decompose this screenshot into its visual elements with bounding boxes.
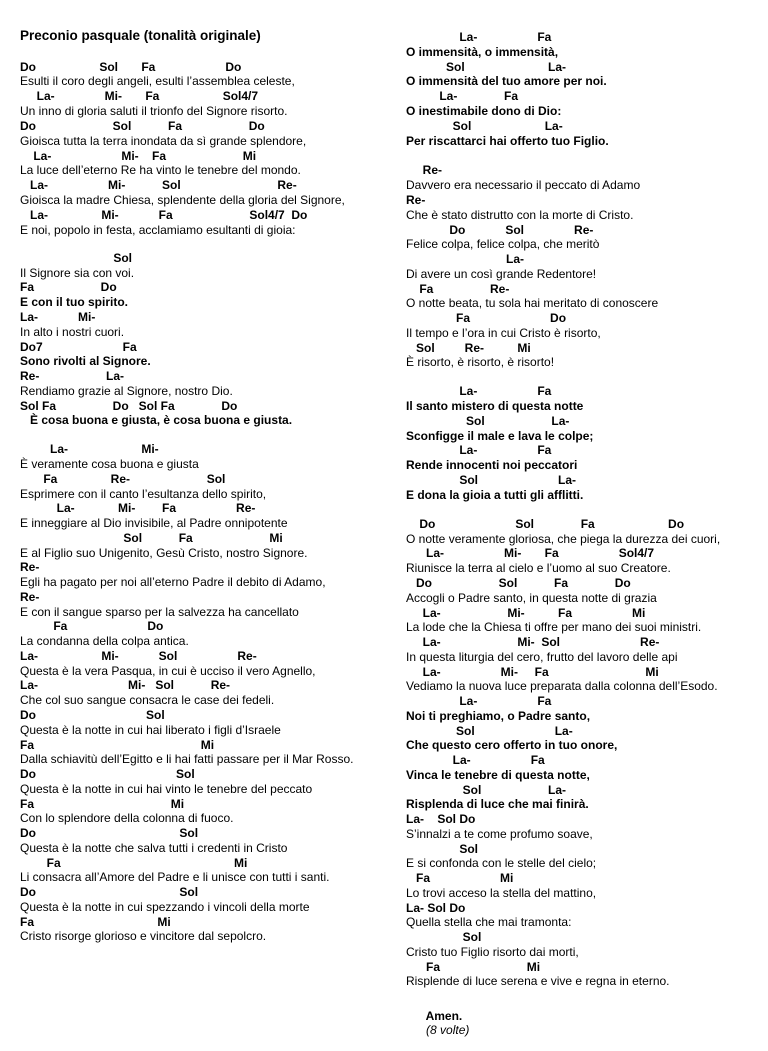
chord-line: Sol Re- Mi [406,341,531,355]
chord-line: La- Mi- Fa Re- [20,501,256,515]
lyric-line: Cristo tuo Figlio risorto dai morti, [406,945,579,959]
lyric-line: Rende innocenti noi peccatori [406,458,578,472]
chord-line: Do Sol Fa Do [20,60,242,74]
lyric-line: La luce dell’eterno Re ha vinto le tenebre del mondo. [20,163,301,177]
lyric-line: Sono rivolti al Signore. [20,354,151,368]
lyric-line: Il santo mistero di questa notte [406,399,584,413]
lyric-line: Sconfigge il male e lava le colpe; [406,429,594,443]
chord-line: La- Mi- Sol Re- [20,649,257,663]
chord-line: Fa Mi [20,738,215,752]
chord-line: La- Mi- [20,310,96,324]
lyric-line: Con lo splendore della colonna di fuoco. [20,811,234,825]
chord-line: Fa Do [406,311,567,325]
lyric-line: E dona la gioia a tutti gli afflitti. [406,488,584,502]
chord-line: Re- [20,590,40,604]
chord-line: Sol [406,930,482,944]
chord-line: Sol La- [406,414,570,428]
lyric-line: In alto i nostri cuori. [20,325,125,339]
chord-line: Fa Mi [20,797,185,811]
chord-line: Sol La- [406,724,573,738]
chord-line: Do Sol [20,826,199,840]
chord-line: La- Fa [406,30,552,44]
lyric-line: Gioisca tutta la terra inondata da sì grande splendore, [20,134,307,148]
lyric-line: E al Figlio suo Unigenito, Gesù Cristo, nostro Signore. [20,546,308,560]
chord-line: La- Fa [406,384,552,398]
lyric-line: O notte beata, tu sola hai meritato di conoscere [406,296,659,310]
lyric-line: E con il tuo spirito. [20,295,128,309]
document-title: Preconio pasquale (tonalità originale) [20,28,261,43]
lyric-line: Riunisce la terra al cielo e l’uomo al suo Creatore. [406,561,671,575]
chord-line: Do Sol [20,885,199,899]
chord-line: Do Sol Fa Do [406,517,685,531]
chord-line: Fa Mi [406,871,514,885]
amen-line [406,995,469,1051]
lyric-line: La condanna della colpa antica. [20,634,189,648]
lyric-line: Accogli o Padre santo, in questa notte di grazia [406,591,657,605]
lyric-line: Che è stato distrutto con la morte di Cristo. [406,208,634,222]
lyric-line: Questa è la notte che salva tutti i credenti in Cristo [20,841,288,855]
chord-line: Sol Fa Do Sol Fa Do [20,399,238,413]
lyric-line: Gioisca la madre Chiesa, splendente della gloria del Signore, [20,193,345,207]
chord-line: La- Mi- Sol Re- [20,678,231,692]
lyric-line: Per riscattarci hai offerto tuo Figlio. [406,134,609,148]
lyric-line: Esprimere con il canto l’esultanza dello spirito, [20,487,267,501]
lyric-line: Risplenda di luce che mai finirà. [406,797,589,811]
lyric-line: O immensità, o immensità, [406,45,559,59]
lyric-line: Che questo cero offerto in tuo onore, [406,738,618,752]
chord-line: Sol La- [406,60,567,74]
chord-line: Sol Fa Mi [20,531,283,545]
chord-line: La- Fa [406,89,519,103]
chord-line: La- Fa [406,753,545,767]
lyric-line: O notte veramente gloriosa, che piega la durezza dei cuori, [406,532,721,546]
lyric-line: Lo trovi acceso la stella del mattino, [406,886,597,900]
chord-line: La- Sol Do [406,901,466,915]
chord-line: La- Mi- Sol Re- [20,178,297,192]
lyric-line: È cosa buona e giusta, è cosa buona e giusta. [20,413,293,427]
chord-line: La- Mi- Fa Mi [406,606,646,620]
lyric-line: Di avere un così grande Redentore! [406,267,597,281]
chord-line: Do7 Fa [20,340,137,354]
lyric-line: Questa è la notte in cui spezzando i vincoli della morte [20,900,310,914]
lyric-line: In questa liturgia del cero, frutto del lavoro delle api [406,650,678,664]
chord-line: La- Mi- Sol Re- [406,635,660,649]
chord-line: La- Mi- Fa Sol4/7 [406,546,655,560]
chord-line: Sol La- [406,783,567,797]
lyric-line: La lode che la Chiesa ti offre per mano dei suoi ministri. [406,620,702,634]
lyric-line: Egli ha pagato per noi all’eterno Padre il debito di Adamo, [20,575,326,589]
lyric-line: Davvero era necessario il peccato di Adamo [406,178,641,192]
lyric-line: Esulti il coro degli angeli, esulti l’assemblea celeste, [20,74,295,88]
chord-line: La- Fa [406,443,552,457]
amen-note: (8 volte) [426,1023,470,1037]
chord-line: Do Sol Fa Do [20,119,265,133]
lyric-line: S’innalzi a te come profumo soave, [406,827,593,841]
lyric-line: Un inno di gloria saluti il trionfo del Signore risorto. [20,104,288,118]
lyric-line: Il Signore sia con voi. [20,266,135,280]
lyric-line: Questa è la notte in cui hai liberato i figli d’Israele [20,723,281,737]
chord-line: Fa Mi [20,915,171,929]
lyric-line: Dalla schiavitù dell’Egitto e li hai fatti passare per il Mar Rosso. [20,752,354,766]
lyric-line: Cristo risorge glorioso e vincitore dal sepolcro. [20,929,267,943]
chord-line: Do Sol [20,767,195,781]
lyric-line: O inestimabile dono di Dio: [406,104,562,118]
lyric-line: Che col suo sangue consacra le case dei fedeli. [20,693,275,707]
chord-line: Fa Re- [406,282,510,296]
chord-line: Fa Do [20,619,164,633]
lyric-line: Il tempo e l’ora in cui Cristo è risorto, [406,326,601,340]
lyric-line: Noi ti preghiamo, o Padre santo, [406,709,591,723]
lyric-line: Questa è la notte in cui hai vinto le tenebre del peccato [20,782,313,796]
lyric-line: Quella stella che mai tramonta: [406,915,572,929]
lyric-line: Rendiamo grazie al Signore, nostro Dio. [20,384,233,398]
lyric-line: Felice colpa, felice colpa, che meritò [406,237,600,251]
chord-line: Fa Re- Sol [20,472,226,486]
chord-line: Re- La- [20,369,125,383]
chord-line: Fa Do [20,280,117,294]
lyric-line: Risplende di luce serena e vive e regna in eterno. [406,974,670,988]
lyric-line: Vediamo la nuova luce preparata dalla colonna dell’Esodo. [406,679,718,693]
lyric-line: È veramente cosa buona e giusta [20,457,199,471]
lyric-line: E con il sangue sparso per la salvezza ha cancellato [20,605,299,619]
chord-line: La- Mi- Fa Sol4/7 Do [20,208,308,222]
chord-line: La- Sol Do [406,812,476,826]
chord-line: Re- [406,163,443,177]
lyric-line: E si confonda con le stelle del cielo; [406,856,597,870]
chord-line: La- Mi- [20,442,159,456]
lyric-line: Vinca le tenebre di questa notte, [406,768,590,782]
chord-line: Fa Mi [20,856,248,870]
chord-line: La- [406,252,525,266]
chord-line: La- Fa [406,694,552,708]
chord-line: Fa Mi [406,960,541,974]
chord-line: Do Sol [20,708,165,722]
chord-line: Sol [20,251,133,265]
lyric-line: Li consacra all’Amore del Padre e li unisce con tutti i santi. [20,870,330,884]
lyric-line: O immensità del tuo amore per noi. [406,74,607,88]
chord-line: Re- [20,560,40,574]
lyric-line: E inneggiare al Dio invisibile, al Padre onnipotente [20,516,288,530]
lyric-line: È risorto, è risorto, è risorto! [406,355,555,369]
chord-line: Do Sol Fa Do [406,576,631,590]
amen-word: Amen. [425,1009,463,1023]
lyric-line: E noi, popolo in festa, acclamiamo esultanti di gioia: [20,223,296,237]
chord-line: Do Sol Re- [406,223,594,237]
chord-line: La- Mi- Fa Mi [20,149,257,163]
chord-line: Sol [406,842,479,856]
chord-line: La- Mi- Fa Mi [406,665,659,679]
chord-line: La- Mi- Fa Sol4/7 [20,89,259,103]
chord-line: Sol La- [406,473,577,487]
chord-line: Re- [406,193,426,207]
lyric-line: Questa è la vera Pasqua, in cui è ucciso il vero Agnello, [20,664,316,678]
chord-line: Sol La- [406,119,563,133]
